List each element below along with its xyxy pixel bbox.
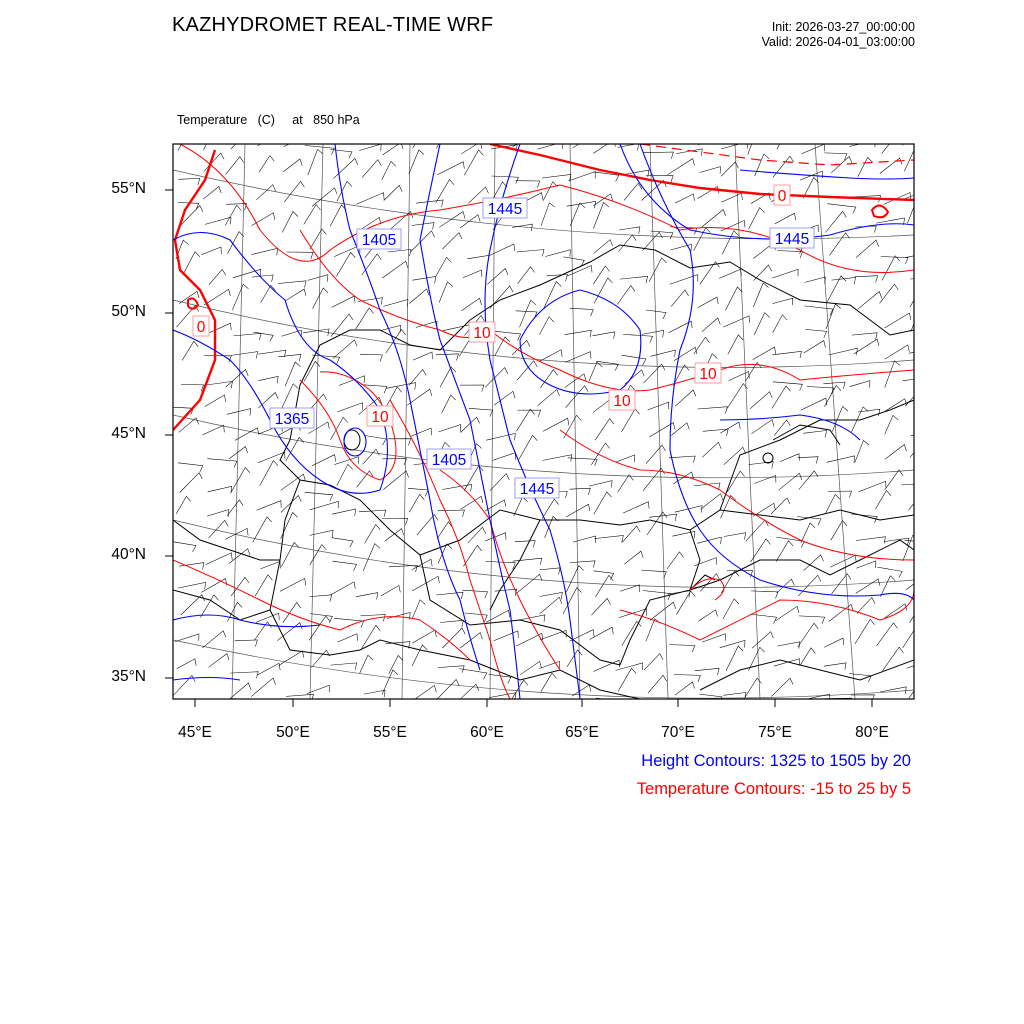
lat-label-55: 55°N: [111, 180, 146, 197]
lat-label-50: 50°N: [111, 303, 146, 320]
height-label: [515, 478, 559, 498]
temperature-label: [695, 363, 721, 383]
height-label: [357, 229, 401, 249]
lon-label-50: 50°E: [276, 724, 310, 741]
temperature-label: [469, 322, 495, 342]
wind-barb: [903, 127, 917, 145]
temperature-label-text: 10: [613, 393, 631, 410]
lon-label-60: 60°E: [470, 724, 504, 741]
temperature-label: [609, 390, 635, 410]
height-contour-legend: Height Contours: 1325 to 1505 by 20: [641, 752, 911, 770]
height-label: [427, 449, 471, 469]
lon-label-70: 70°E: [661, 724, 695, 741]
height-label-text: 1405: [431, 452, 467, 469]
height-label: [770, 228, 814, 248]
wind-barb: [335, 699, 358, 706]
height-label-text: 1405: [361, 232, 397, 249]
wind-barb: [699, 129, 719, 145]
lon-label-65: 65°E: [565, 724, 599, 741]
height-label-text: 1445: [519, 481, 555, 498]
temperature-label: [193, 316, 209, 336]
temperature-label-text: 10: [371, 409, 389, 426]
temperature-label: [367, 406, 393, 426]
wind-barb: [206, 699, 235, 706]
chart-title: KAZHYDROMET REAL-TIME WRF: [172, 14, 494, 36]
init-time: Init: 2026-03-27_00:00:00: [771, 20, 915, 34]
temperature-label-text: 10: [699, 366, 717, 383]
lat-label-35: 35°N: [111, 668, 146, 685]
lat-label-40: 40°N: [111, 546, 146, 563]
lon-label-45: 45°E: [178, 724, 212, 741]
height-label: [483, 198, 527, 218]
temperature-label-text: 10: [473, 325, 491, 342]
lon-label-55: 55°E: [373, 724, 407, 741]
height-label-text: 1365: [274, 411, 310, 428]
height-label-text: 1445: [774, 231, 810, 248]
temperature-label-text: 0: [196, 319, 206, 336]
lon-label-75: 75°E: [758, 724, 792, 741]
height-label: [270, 408, 314, 428]
lon-label-80: 80°E: [855, 724, 889, 741]
height-label-text: 1445: [487, 201, 523, 218]
lat-label-45: 45°N: [111, 425, 146, 442]
temperature-label: [774, 185, 790, 205]
valid-time: Valid: 2026-04-01_03:00:00: [761, 35, 915, 49]
temperature-label-text: 0: [777, 188, 787, 205]
field-temperature: Temperature (C) at 850 hPa: [177, 113, 360, 127]
temperature-contour-legend: Temperature Contours: -15 to 25 by 5: [636, 780, 911, 798]
